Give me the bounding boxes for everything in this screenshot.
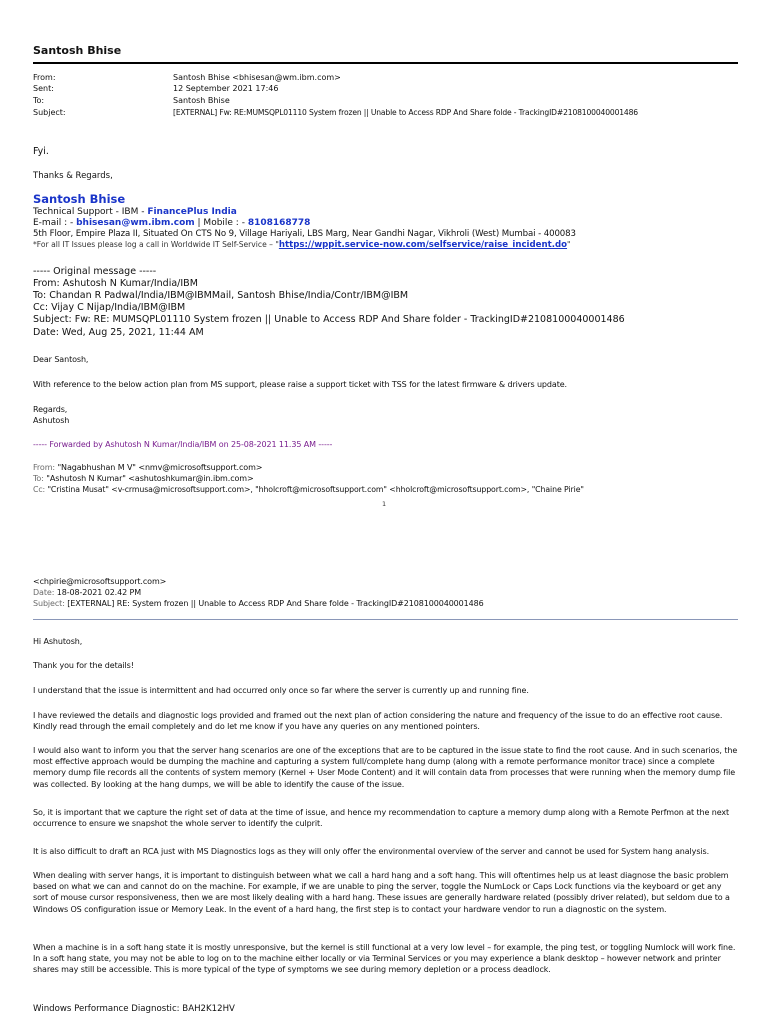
original-date: Date: Wed, Aug 25, 2021, 11:44 AM <box>33 327 204 338</box>
ms-para-3: I would also want to inform you that the server hang scenarios are one of the exceptions that are to be captured in the issue state to find the root cause. And in such scenarios, the most effective approach would be dumping the machine and capturing a system full/complete hang dump (along with a remote performance monitor trace) since a complete memory dump file records all the contents of system memory (Kernel + User Mode Content) and it will contain data from processes that were running when the memory dump file was collected. By looking at the hang dumps, we will be able to identify the cause of the issue. <box>33 746 738 789</box>
ms-para-2: I have reviewed the details and diagnostic logs provided and framed out the next plan of action considering the nature and frequency of the issue to do an effective root cause. Kindly read through the email completely and do let me know if you have any queries on any mentioned pointers. <box>33 711 723 732</box>
fwd-from-label: From: <box>33 463 56 472</box>
email-link[interactable]: bhisesan@wm.ibm.com <box>76 218 195 228</box>
ashutosh-body: With reference to the below action plan from MS support, please raise a support ticket with TSS for the latest firmware & drivers update. <box>33 380 567 389</box>
fwd-cc-value: "Cristina Musat" <v-crmusa@microsoftsupport.com>, "hholcroft@microsoftsupport.com" <hholcroft@microsoftsupport.com>, "Chaine Pirie" <box>45 485 584 494</box>
fwd-cc-label: Cc: <box>33 485 46 494</box>
ms-para-4: So, it is important that we capture the right set of data at the time of issue, and hence my recommendation to capture a memory dump along with a Remote Perfmon at the next occurrence to ensure we snapshot the whole server to identify the culprit. <box>33 808 730 829</box>
to-value: Santosh Bhise <box>173 96 230 105</box>
from-value: Santosh Bhise <bhisesan@wm.ibm.com> <box>173 73 341 82</box>
sent-label: Sent: <box>33 84 54 93</box>
ms-para-6: When dealing with server hangs, it is important to distinguish between what we call a hard hang and a soft hang. This will oftentimes help us at least diagnose the basic problem based on what we can and cannot do on the machine. For example, if we are unable to ping the server, toggle the NumLock or Caps Lock functions via the keyboard or get any sort of mouse cursor responsiveness, then we are most likely dealing with a hard hang. These issues are generally hardware related (possibly driver related), but seldom due to a Windows OS configuration issue or Memory Leak. In the event of a hard hang, the first step is to contact your hardware vendor to run a diagnostic on the system. <box>33 871 730 914</box>
p2-date <box>33 588 141 597</box>
mobile-number: 8108168778 <box>247 218 311 228</box>
ashutosh-regards: Regards, <box>33 405 68 414</box>
p2-date-label: Date: <box>33 588 55 597</box>
mobile-label: | Mobile : - <box>194 218 248 228</box>
note-prefix: *For all IT Issues please log a call in Worldwide IT Self-Service – " <box>33 240 279 249</box>
original-from: From: Ashutosh N Kumar/India/IBM <box>33 278 198 289</box>
forwarded-line: ----- Forwarded by Ashutosh N Kumar/India/IBM on 25-08-2021 11.35 AM ----- <box>33 440 333 449</box>
email-label: E-mail : - <box>33 218 77 228</box>
ashutosh-greeting: Dear Santosh, <box>33 355 89 364</box>
ms-para-1: I understand that the issue is intermittent and had occurred only once so far where the server is currently up and running fine. <box>33 686 529 695</box>
to-label: To: <box>33 96 45 105</box>
p2-subject-value: [EXTERNAL] RE: System frozen || Unable to Access RDP And Share folde - TrackingID#2108100040001486 <box>64 599 484 608</box>
p2-date-value: 18-08-2021 02.42 PM <box>54 588 142 597</box>
original-subject: Subject: Fw: RE: MUMSQPL01110 System frozen || Unable to Access RDP And Share folder - TrackingID#2108100040001486 <box>33 314 625 325</box>
fwd-to <box>33 474 254 483</box>
service-now-link[interactable]: https://wppit.service-now.com/selfservice/raise_incident.do <box>278 240 568 250</box>
signature-role-prefix: Technical Support - IBM - <box>33 207 148 217</box>
page-title: Santosh Bhise <box>33 44 122 57</box>
thanks-text: Thanks & Regards, <box>33 171 113 181</box>
fwd-to-value: "Ashutosh N Kumar" <ashutoshkumar@in.ibm.com> <box>43 474 254 483</box>
note-suffix: " <box>567 240 571 249</box>
signature-contact <box>33 218 310 228</box>
page-number: 1 <box>382 500 387 508</box>
p2-subject-label: Subject: <box>33 599 65 608</box>
from-label: From: <box>33 73 56 82</box>
signature-name: Santosh Bhise <box>33 192 126 206</box>
cc-continuation: <chpirie@microsoftsupport.com> <box>33 577 167 586</box>
ms-greeting: Hi Ashutosh, <box>33 637 83 646</box>
ashutosh-name: Ashutosh <box>33 416 70 425</box>
original-cc: Cc: Vijay C Nijap/India/IBM@IBM <box>33 302 186 313</box>
fwd-to-label: To: <box>33 474 44 483</box>
ms-thanks: Thank you for the details! <box>33 661 134 670</box>
fyi-text: Fyi. <box>33 146 49 157</box>
original-to: To: Chandan R Padwal/India/IBM@IBMMail, Santosh Bhise/India/Contr/IBM@IBM <box>33 290 409 301</box>
message-divider <box>33 619 738 620</box>
signature-note <box>33 240 571 250</box>
signature-company: FinancePlus India <box>147 207 237 217</box>
p2-subject <box>33 599 484 608</box>
ms-para-7: When a machine is in a soft hang state it is mostly unresponsive, but the kernel is still functional at a very low level – for example, the ping test, or toggling Numlock will work fine. In a soft hang state, you may not be able to log on to the machine either locally or via Terminal Services or you may experience a blank desktop – however network and printer shares may still be accessible. This is more typical of the type of symptoms we see during memory depletion or a process deadlock. <box>33 943 736 975</box>
ms-para-5: It is also difficult to draft an RCA just with MS Diagnostics logs as they will only offer the environmental overview of the server and cannot be used for System hang analysis. <box>33 847 710 856</box>
fwd-from-value: "Nagabhushan M V" <nmv@microsoftsupport.com> <box>55 463 263 472</box>
footer-line: Windows Performance Diagnostic: BAH2K12HV <box>33 1004 235 1014</box>
sent-value: 12 September 2021 17:46 <box>173 84 279 93</box>
signature-role <box>33 207 237 217</box>
title-divider <box>33 62 738 64</box>
fwd-from <box>33 463 262 472</box>
signature-address: 5th Floor, Empire Plaza II, Situated On CTS No 9, Village Hariyali, LBS Marg, Near Gandhi Nagar, Vikhroli (West) Mumbai - 400083 <box>33 229 576 239</box>
original-heading: ----- Original message ----- <box>33 266 157 277</box>
subject-label: Subject: <box>33 108 66 117</box>
subject-value: [EXTERNAL] Fw: RE:MUMSQPL01110 System frozen || Unable to Access RDP And Share folde - TrackingID#2108100040001486 <box>173 108 638 117</box>
fwd-cc <box>33 485 584 494</box>
